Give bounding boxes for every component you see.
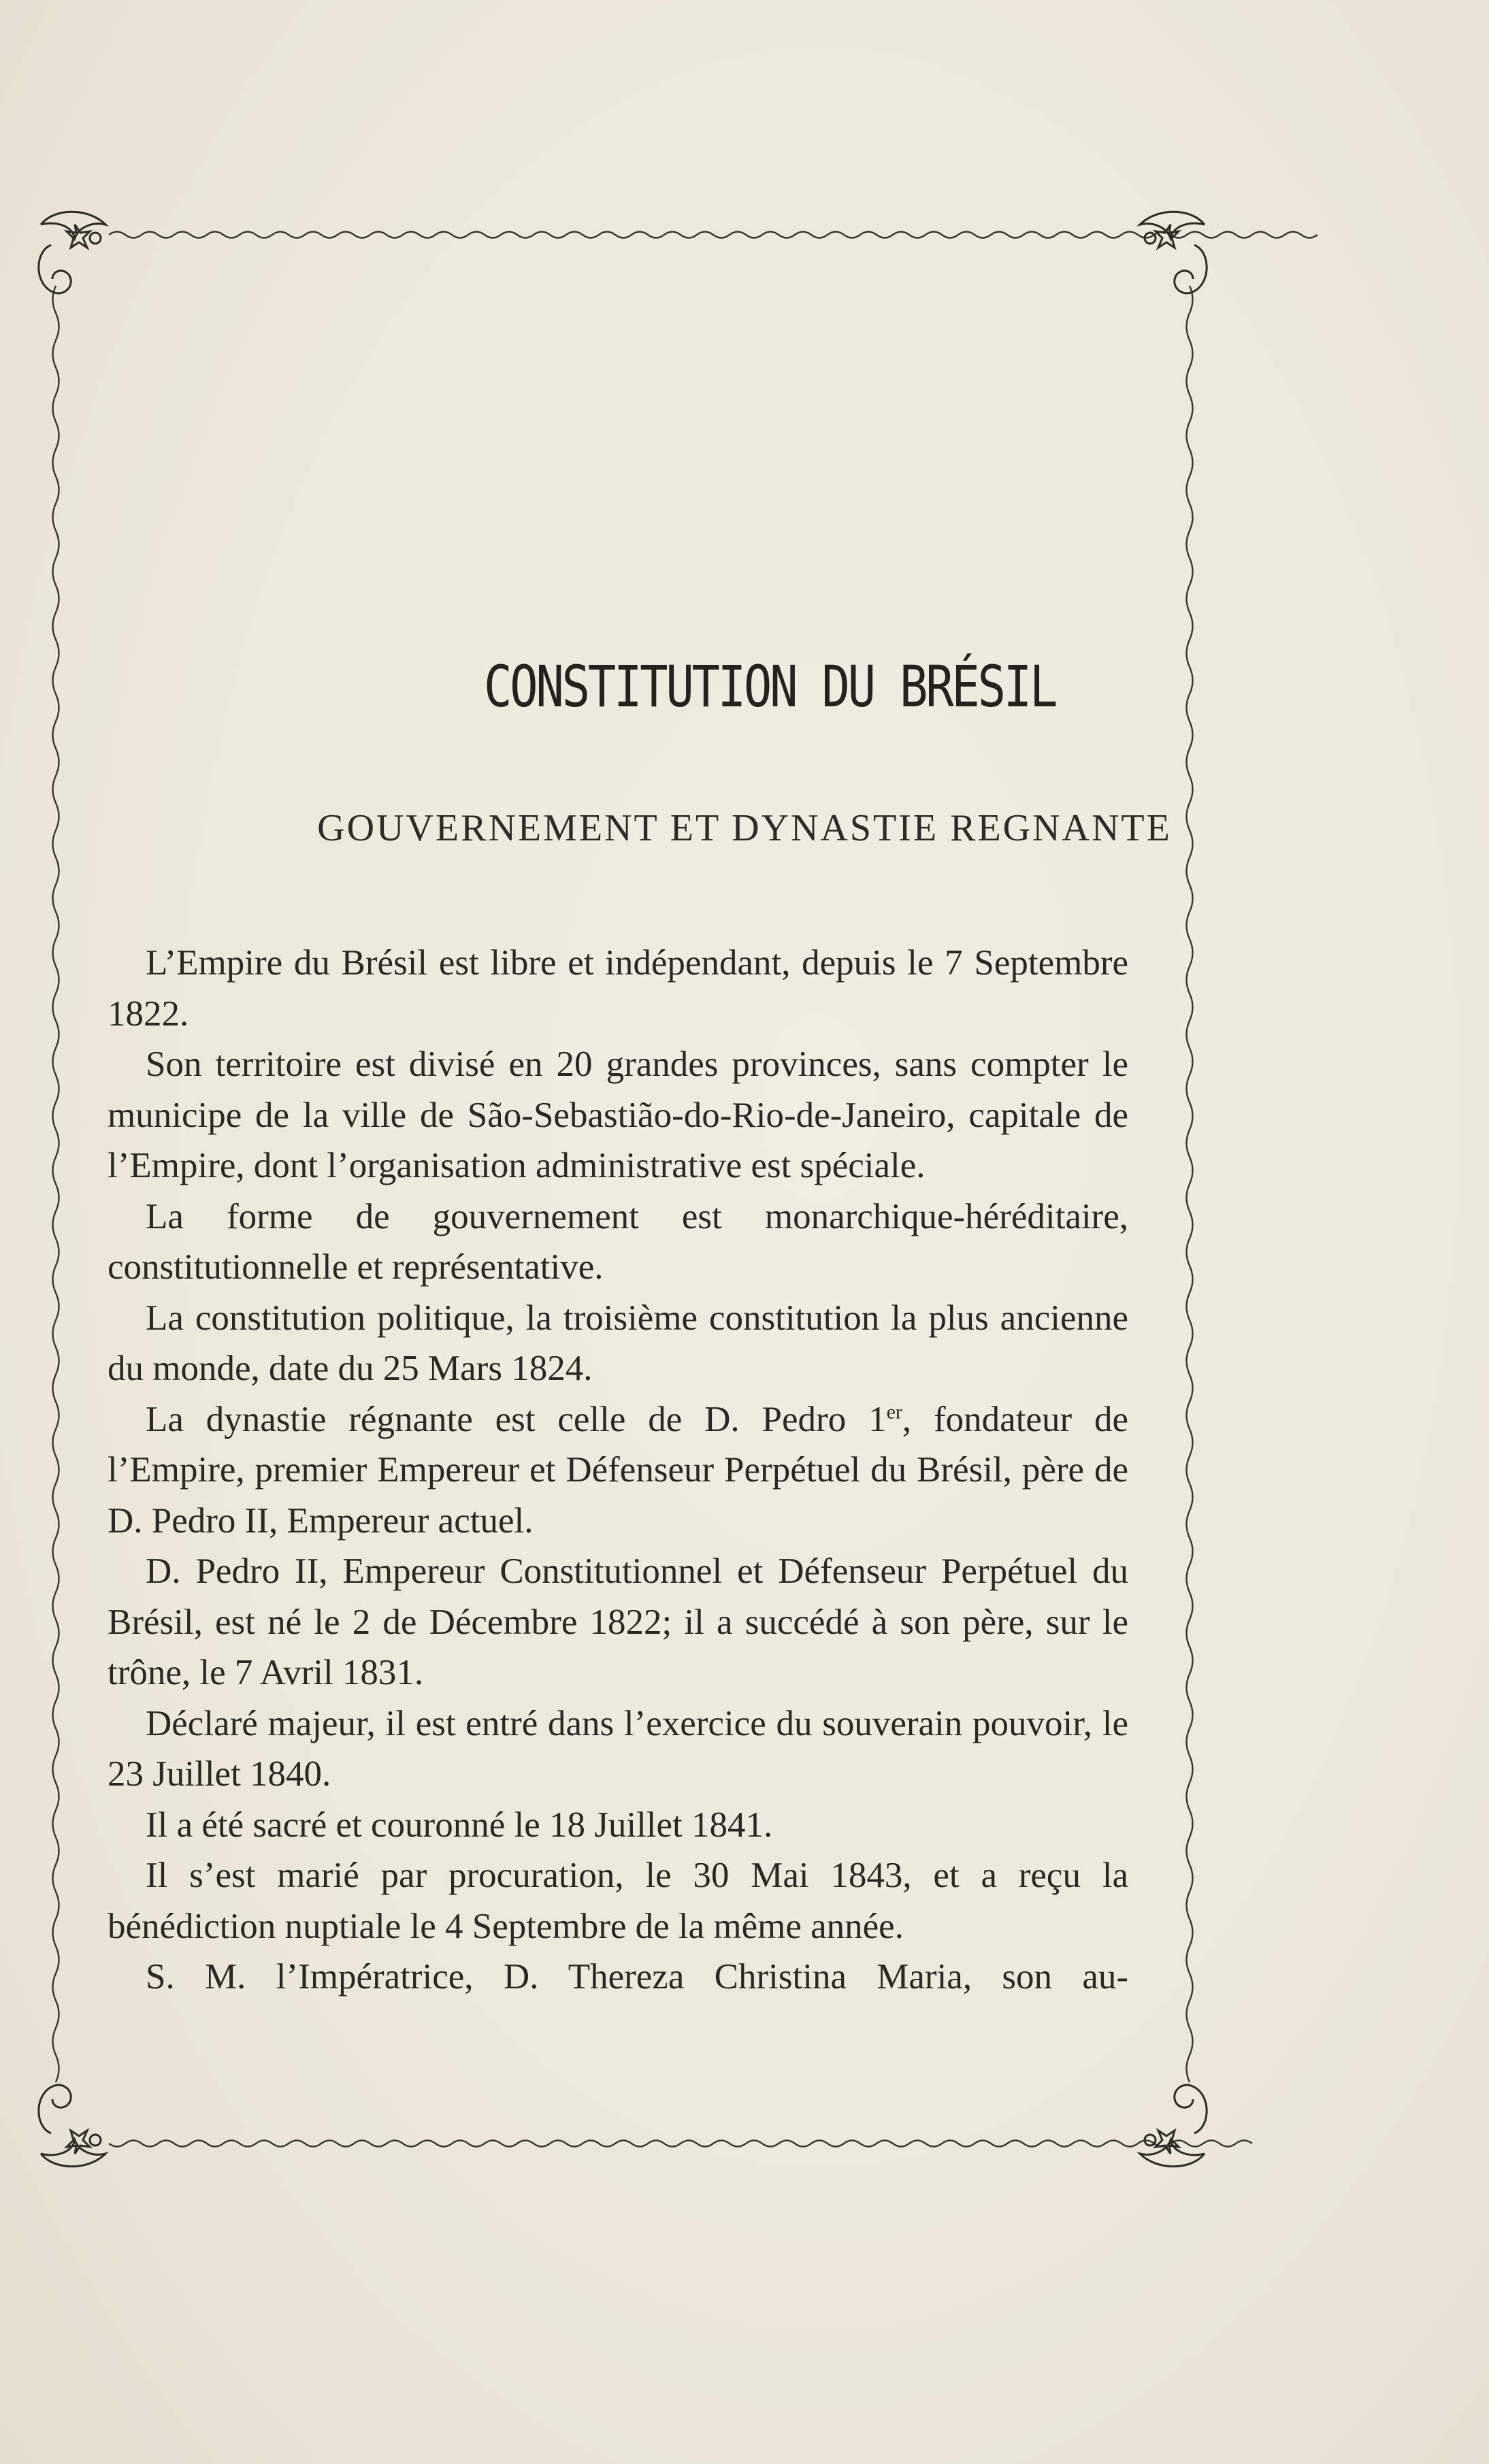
dynasty-text-after: , fondateur de l’Empire, premier Empereur et Défenseur Perpétuel du Brésil, père de D. Pedro II, Empereur actuel. xyxy=(108,1399,1128,1541)
body-text xyxy=(108,938,1128,2003)
paragraph-independence: L’Empire du Brésil est libre et indépendant, depuis le 7 Septembre 1822. xyxy=(108,943,1128,1034)
corner-ornament-bottom-right xyxy=(1140,2085,1207,2167)
dynasty-superscript: er xyxy=(886,1400,902,1423)
paragraph-coronation: Il a été sacré et couronné le 18 Juillet 1841. xyxy=(146,1805,773,1845)
right-wavy-rule xyxy=(1187,286,1193,2082)
bottom-wavy-rule xyxy=(109,2141,1252,2147)
page-title: CONSTITUTION DU BRÉSIL xyxy=(483,653,1056,720)
paragraph-marriage: Il s’est marié par procuration, le 30 Mai 1843, et a reçu la bénédiction nuptiale le 4 Septembre de la même année. xyxy=(108,1856,1128,1946)
paragraph-majority: Déclaré majeur, il est entré dans l’exercice du souverain pouvoir, le 23 Juillet 1840. xyxy=(108,1703,1128,1794)
paragraph-constitution-date: La constitution politique, la troisième constitution la plus ancienne du monde, date du 25 Mars 1824. xyxy=(108,1298,1128,1388)
corner-ornament-bottom-left xyxy=(39,2085,105,2167)
paragraph-dynasty xyxy=(108,1394,1128,1547)
top-wavy-rule xyxy=(109,232,1318,238)
paragraph-government-form: La forme de gouvernement est monarchique-héréditaire, constitutionnelle et représentative. xyxy=(108,1196,1128,1287)
paragraph-pedro-ii: D. Pedro II, Empereur Constitutionnel et Défenseur Perpétuel du Brésil, est né le 2 de Décembre 1822; il a succédé à son père, sur le trône, le 7 Avril 1831. xyxy=(108,1551,1128,1692)
section-subtitle: GOUVERNEMENT ET DYNASTIE REGNANTE xyxy=(317,807,1172,849)
dynasty-text-before: La dynastie régnante est celle de D. Pedro 1 xyxy=(146,1399,887,1439)
left-wavy-rule xyxy=(53,286,59,2082)
corner-ornament-top-right xyxy=(1140,212,1207,293)
paragraph-empress: S. M. l’Impératrice, D. Thereza Christina Maria, son au- xyxy=(146,1957,1128,1997)
corner-ornament-top-left xyxy=(39,212,105,293)
paragraph-territory: Son territoire est divisé en 20 grandes provinces, sans compter le municipe de la ville de São-Sebastião-do-Rio-de-Janeiro, capitale de l’Empire, dont l’organisation administrative est spéciale. xyxy=(108,1045,1128,1185)
